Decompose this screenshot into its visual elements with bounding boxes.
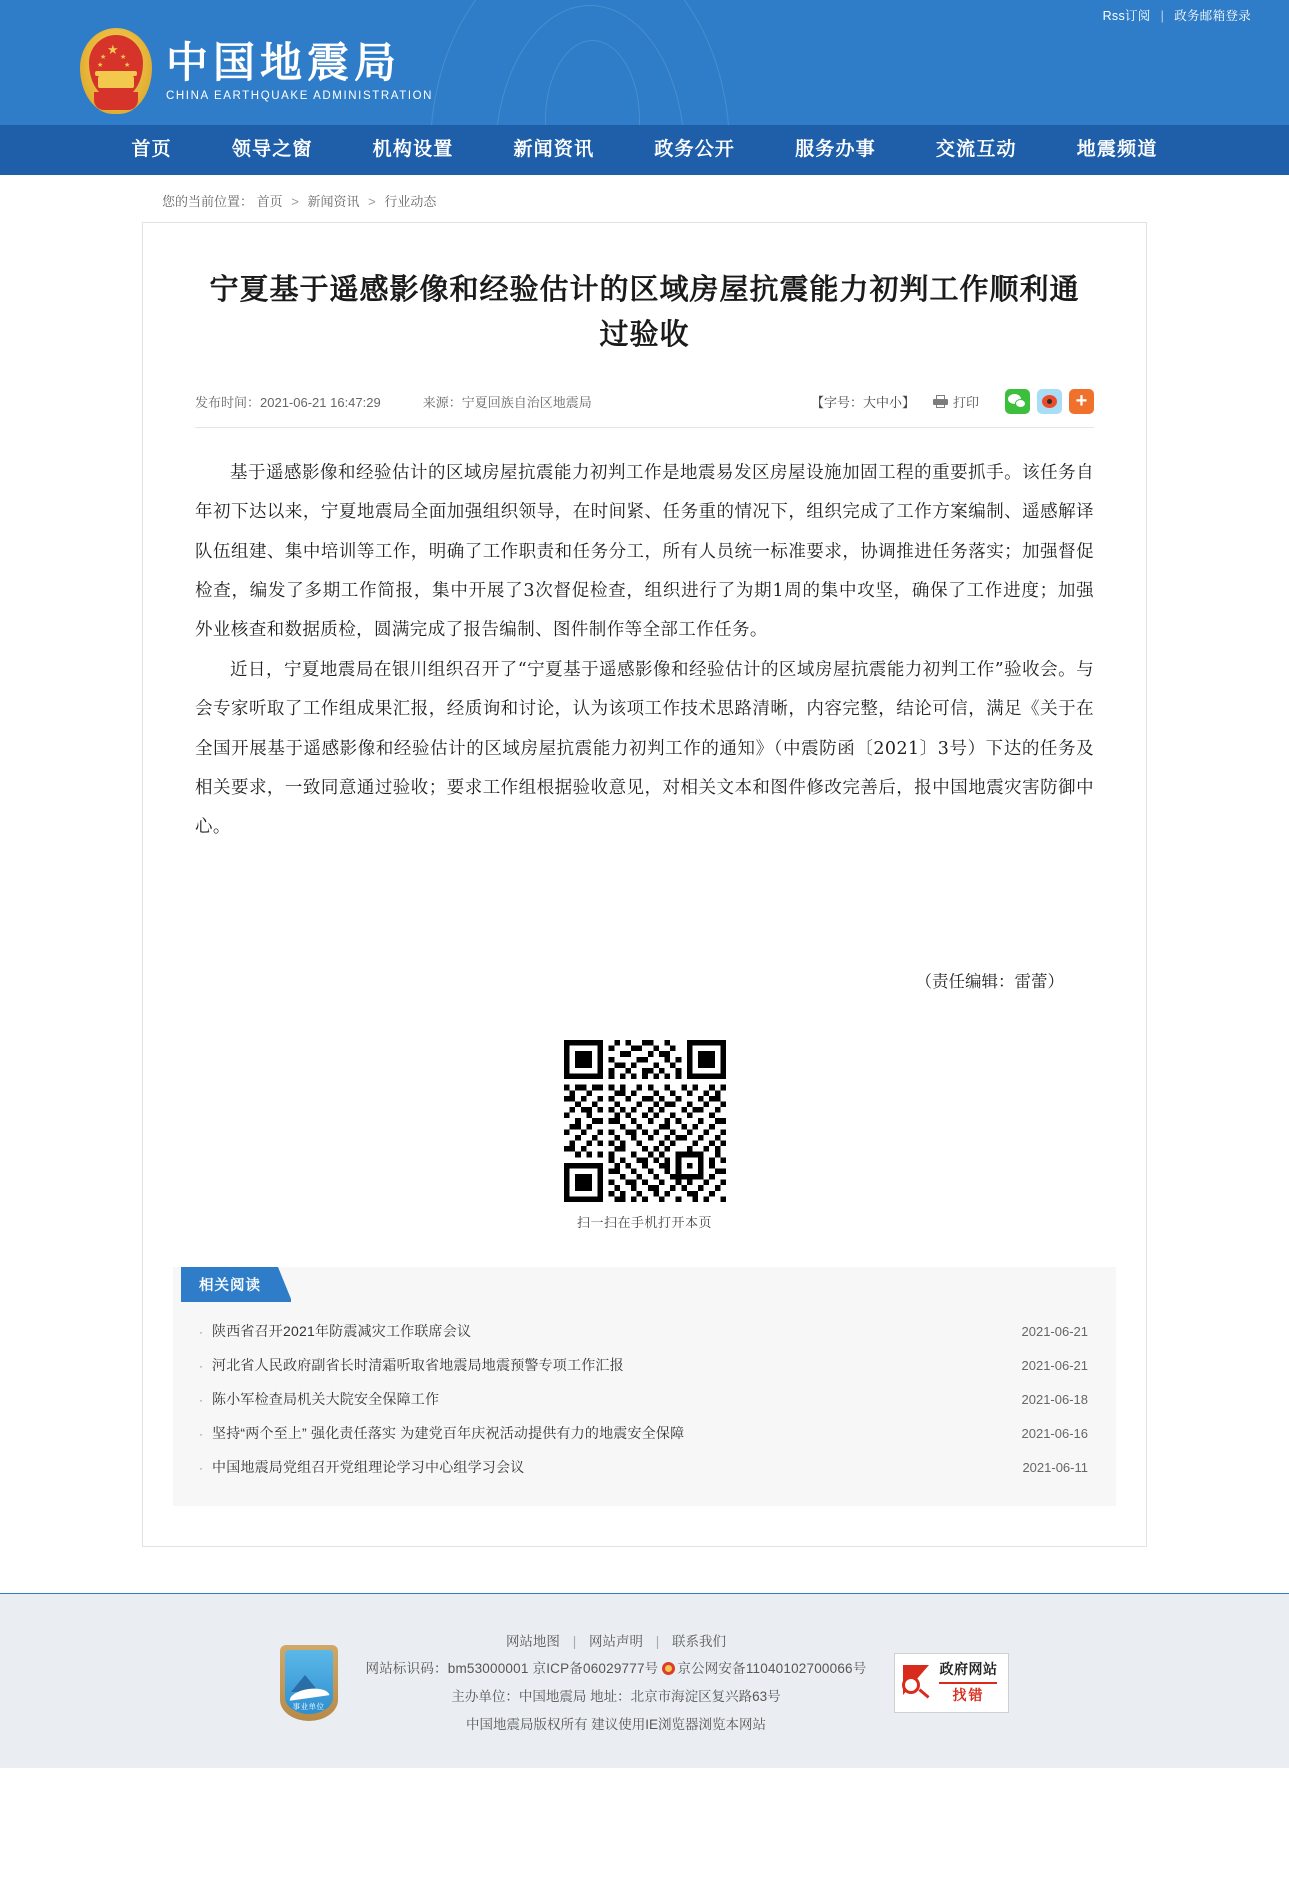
footer-host-row: 主办单位：中国地震局 地址：北京市海淀区复兴路63号	[451, 1688, 781, 1704]
police-seal-icon	[662, 1662, 675, 1675]
weibo-share-icon[interactable]	[1037, 389, 1062, 414]
article-container	[143, 223, 1146, 1231]
related-item-title[interactable]: 陈小军检查局机关大院安全保障工作	[212, 1390, 440, 1407]
list-item[interactable]	[199, 1382, 1088, 1416]
breadcrumb	[0, 175, 1289, 222]
footer-link-separator-2: |	[655, 1633, 660, 1649]
bullet-icon: ·	[199, 1358, 203, 1373]
page-title: 宁夏基于遥感影像和经验估计的区域房屋抗震能力初判工作顺利通过验收	[209, 272, 1080, 351]
list-item[interactable]	[199, 1450, 1088, 1484]
font-size-control[interactable]: 【字号：大中小】	[810, 394, 915, 410]
nav-item-gov-open[interactable]: 政务公开	[654, 139, 736, 160]
nav-item-org[interactable]: 机构设置	[372, 139, 454, 160]
list-item[interactable]	[199, 1348, 1088, 1382]
breadcrumb-item-news[interactable]: 新闻资讯	[307, 194, 360, 209]
related-item-title[interactable]: 坚持“两个至上” 强化责任落实 为建党百年庆祝活动提供有力的地震安全保障	[212, 1424, 685, 1441]
bullet-icon: ·	[199, 1426, 203, 1441]
footer-link-separator-1: |	[572, 1633, 577, 1649]
printer-icon	[933, 395, 948, 408]
footer-police-filing[interactable]: 京公网安备11040102700066号	[677, 1661, 867, 1677]
footer-links-row	[366, 1628, 867, 1656]
magnifier-icon	[901, 1663, 935, 1703]
nav-item-home[interactable]: 首页	[131, 139, 172, 160]
site-header	[0, 0, 1289, 125]
logo-title-cn: 中国地震局	[166, 38, 402, 88]
breadcrumb-separator-1: >	[291, 194, 299, 209]
article-body	[195, 428, 1094, 848]
breadcrumb-label: 您的当前位置：	[162, 194, 254, 209]
rss-subscribe-link[interactable]: Rss订阅	[1102, 9, 1151, 23]
list-item[interactable]	[199, 1416, 1088, 1450]
related-item-date: 2021-06-21	[1021, 1357, 1088, 1373]
breadcrumb-item-home[interactable]: 首页	[256, 194, 283, 209]
site-logo[interactable]	[80, 28, 433, 114]
footer-site-identifier: 网站标识码：bm53000001 京ICP备06029777号	[365, 1661, 659, 1677]
site-footer	[0, 1594, 1289, 1769]
footer-link-statement[interactable]: 网站声明	[588, 1633, 643, 1649]
bullet-icon: ·	[199, 1460, 203, 1475]
footer-link-sitemap[interactable]: 网站地图	[505, 1633, 560, 1649]
related-item-date: 2021-06-21	[1021, 1323, 1088, 1339]
nav-item-interact[interactable]: 交流互动	[935, 139, 1017, 160]
footer-text-block	[366, 1628, 867, 1739]
public-institution-badge-icon	[280, 1645, 338, 1721]
related-reading-section	[173, 1267, 1116, 1506]
logo-title-en: CHINA EARTHQUAKE ADMINISTRATION	[166, 89, 434, 102]
related-item-title[interactable]: 河北省人民政府副省长时清霜听取省地震局地震预警专项工作汇报	[212, 1356, 624, 1373]
related-item-date: 2021-06-18	[1021, 1391, 1088, 1407]
list-item[interactable]	[199, 1314, 1088, 1348]
article-meta-bar	[195, 389, 1094, 428]
top-link-separator: |	[1160, 9, 1165, 23]
share-icon-group	[1005, 389, 1094, 414]
related-reading-heading: 相关阅读	[181, 1267, 291, 1302]
top-utility-links	[1093, 6, 1261, 24]
related-item-title[interactable]: 中国地震局党组召开党组理论学习中心组学习会议	[212, 1458, 525, 1475]
wechat-share-icon[interactable]	[1005, 389, 1030, 414]
bullet-icon: ·	[199, 1324, 203, 1339]
breadcrumb-item-industry[interactable]: 行业动态	[384, 194, 437, 209]
related-item-title[interactable]: 陕西省召开2021年防震减灾工作联席会议	[212, 1322, 472, 1339]
badge-label: 事业单位	[292, 1701, 325, 1711]
gov-mail-login-link[interactable]: 政务邮箱登录	[1174, 9, 1251, 23]
gov-website-error-report-badge[interactable]	[894, 1653, 1009, 1713]
breadcrumb-separator-2: >	[368, 194, 376, 209]
more-share-icon[interactable]: +	[1069, 389, 1094, 414]
nav-item-news[interactable]: 新闻资讯	[513, 139, 595, 160]
print-button[interactable]	[933, 392, 979, 411]
article-card	[142, 222, 1147, 1547]
related-reading-list	[173, 1314, 1116, 1484]
footer-identifier-row	[366, 1655, 867, 1683]
footer-copyright-row: 中国地震局版权所有 建议使用IE浏览器浏览本网站	[465, 1716, 766, 1732]
article-paragraph-1: 基于遥感影像和经验估计的区域房屋抗震能力初判工作是地震易发区房屋设施加固工程的重要抓手。该任务自年初下达以来，宁夏地震局全面加强组织领导，在时间紧、任务重的情况下，组织完成了工作方案编制、遥感解译队伍组建、集中培训等工作，明确了工作职责和任务分工，所有人员统一标准要求，协调推进任务落实；加强督促检查，编发了多期工作简报，集中开展了3次督促检查，组织进行了为期1周的集中攻坚，确保了工作进度；加强外业核查和数据质检，圆满完成了报告编制、图件制作等全部工作任务。	[195, 462, 1094, 641]
nav-item-leaders[interactable]: 领导之窗	[231, 139, 313, 160]
related-item-date: 2021-06-16	[1021, 1425, 1088, 1441]
print-label: 打印	[952, 394, 979, 410]
qr-caption: 扫一扫在手机打开本页	[576, 1214, 712, 1230]
related-item-date: 2021-06-11	[1022, 1459, 1088, 1475]
nav-item-services[interactable]: 服务办事	[795, 139, 876, 160]
qr-block	[195, 992, 1094, 1231]
qr-code-image	[564, 1040, 726, 1202]
article-editor-credit: （责任编辑：雷蕾）	[915, 971, 1064, 991]
nav-item-channel[interactable]: 地震频道	[1076, 139, 1158, 160]
report-badge-line2: 找错	[952, 1686, 985, 1703]
publish-time: 发布时间：2021-06-21 16:47:29	[195, 394, 381, 410]
main-navigation	[0, 125, 1289, 175]
national-emblem-icon: ★ ★ ★ ★ ★	[80, 28, 152, 114]
report-badge-line1: 政府网站	[939, 1661, 998, 1678]
footer-link-contact[interactable]: 联系我们	[672, 1633, 727, 1649]
article-source: 来源：宁夏回族自治区地震局	[422, 394, 592, 410]
bullet-icon: ·	[199, 1392, 203, 1407]
article-paragraph-2: 近日，宁夏地震局在银川组织召开了“宁夏基于遥感影像和经验估计的区域房屋抗震能力初判工作”验收会。与会专家听取了工作组成果汇报，经质询和讨论，认为该项工作技术思路清晰，内容完整，结论可信，满足《关于在全国开展基于遥感影像和经验估计的区域房屋抗震能力初判工作的通知》（中震防函〔2021〕3号）下达的任务及相关要求，一致同意通过验收；要求工作组根据验收意见，对相关文本和图件修改完善后，报中国地震灾害防御中心。	[195, 659, 1094, 838]
